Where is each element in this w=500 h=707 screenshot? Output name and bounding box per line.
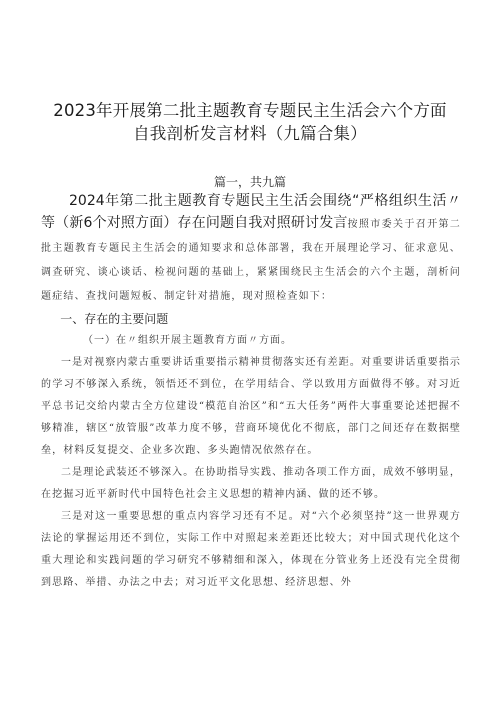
intro-paragraph: 按照市委关于召开第二批主题教育专题民主生活会的通知要求和总体部署，我在开展理论学习、征求意见、调查研究、谈心谈话、检视问题的基础上，紧紧围绕民主生活会的六个主题，剖析问题症结、查找问题短板、制定针对措施，现对照检查如下： <box>41 219 462 302</box>
document-title-line-1: 2023年开展第二批主题教育专题民主生活会六个方面 <box>53 101 447 120</box>
part-label: 篇一，共九篇 <box>213 175 286 189</box>
body-paragraph-3: 三是对这一重要思想的重点内容学习还有不足。对“六个必须坚持”这一世界观方法论的掌握运用还不到位，实际工作中对照起来差距还比较大；对中国式现代化这个重大理论和实践问题的学习研究不够精细和深入，体现在分管业务上还没有完全贯彻到思路、举措、办法之中去；对习近平文化思想、经济思想、外 <box>41 511 461 588</box>
document-title-line-2: 自我剖析发言材料（九篇合集） <box>133 124 367 143</box>
subsection-heading: （一）在〃组织开展主题教育方面〃方面。 <box>83 335 292 346</box>
document-body <box>41 190 461 594</box>
body-paragraph-1: 一是对视察内蒙古重要讲话重要指示精神贯彻落实还有差距。对重要讲话重要指示的学习不够深入系统，领悟还不到位，在学用结合、学以致用方面做得不够。对习近平总书记交给内蒙古全方位建设“模范自治区”和“五大任务”两件大事重要论述把握不够精准，辖区“放管服”改革力度不够，营商环境优化不彻底，部门之间还存在数据壁垒，材料反复提交、企业多次跑、多头跑情况依然存在。 <box>41 357 461 456</box>
article-heading-text: 2024年第二批主题教育专题民主生活会围绕“严格组织生活〃等（新6个对照方面）存在问题自我对照研讨发言 <box>41 193 461 231</box>
body-paragraph-2: 二是理论武装还不够深入。在协助指导实践、推动各项工作方面，成效不够明显，在挖掘习近平新时代中国特色社会主义思想的精神内涵、做的还不够。 <box>41 467 461 500</box>
article-heading <box>41 190 461 308</box>
section-heading: 一、存在的主要问题 <box>60 312 169 326</box>
